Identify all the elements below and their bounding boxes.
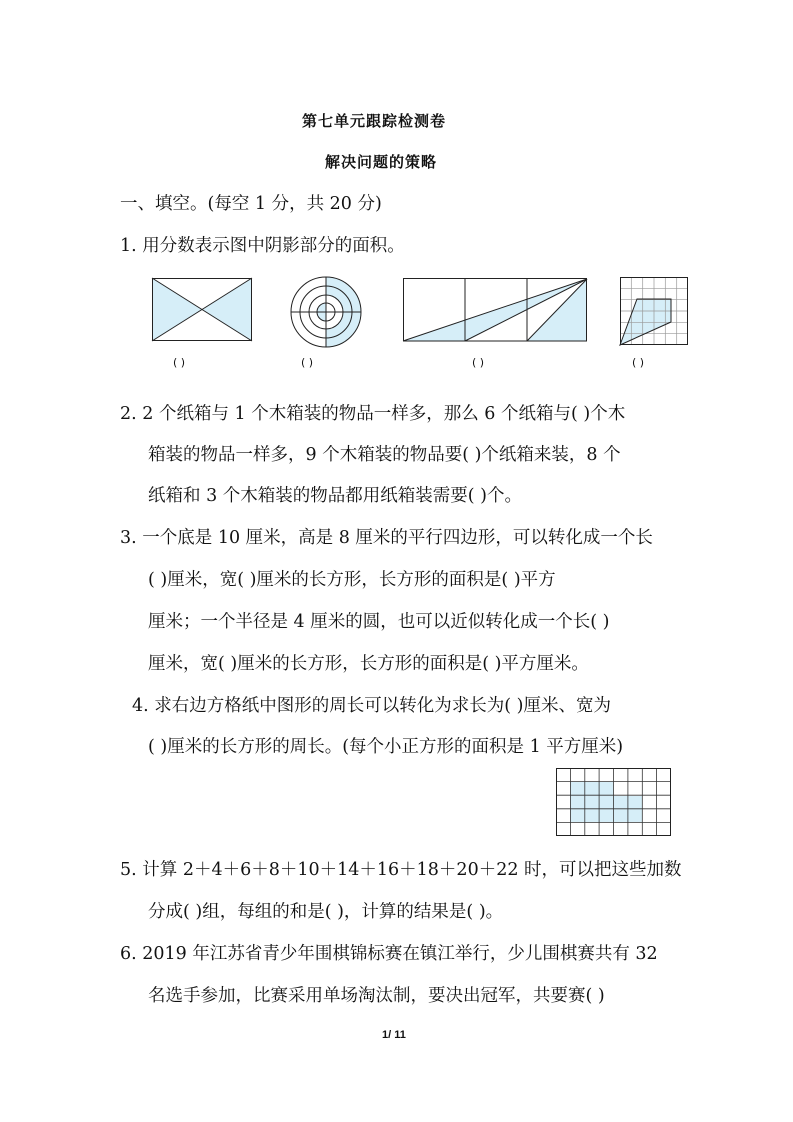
figure-concentric-circles: [290, 276, 362, 348]
answer-blank-4[interactable]: ( ): [632, 356, 645, 369]
question-3-line-2: ( )厘米，宽( )厘米的长方形，长方形的面积是( )平方: [148, 570, 556, 590]
section-heading: 一、填空。(每空 1 分，共 20 分): [120, 194, 382, 214]
question-5-line-2: 分成( )组，每组的和是( )，计算的结果是( )。: [148, 902, 504, 922]
answer-blank-2[interactable]: ( ): [301, 356, 314, 369]
page-number: 1/ 11: [382, 1029, 406, 1041]
answer-blank-3[interactable]: ( ): [472, 356, 485, 369]
question-3-line-4: 厘米，宽( )厘米的长方形，长方形的面积是( )平方厘米。: [148, 654, 589, 674]
figure-rect-diagonals: [152, 278, 252, 341]
figure-grid-perimeter: [556, 768, 671, 836]
question-2-line-3: 纸箱和 3 个木箱装的物品都用纸箱装需要( )个。: [148, 486, 522, 506]
question-4-line-1: 4. 求右边方格纸中图形的周长可以转化为求长为( )厘米、宽为: [132, 696, 611, 716]
question-6-line-1: 6. 2019 年江苏省青少年围棋锦标赛在镇江举行，少儿围棋赛共有 32: [120, 944, 658, 964]
page-title: 第七单元跟踪检测卷: [302, 112, 447, 130]
figure-grid-shaded-quad: [620, 277, 688, 345]
question-3-line-3: 厘米；一个半径是 4 厘米的圆，也可以近似转化成一个长( ): [148, 612, 610, 632]
question-4-line-2: ( )厘米的长方形的周长。(每个小正方形的面积是 1 平方厘米): [148, 737, 624, 757]
question-1-text: 1. 用分数表示图中阴影部分的面积。: [120, 236, 405, 256]
question-6-line-2: 名选手参加，比赛采用单场淘汰制，要决出冠军，共要赛( ): [148, 986, 605, 1006]
question-2-line-1: 2. 2 个纸箱与 1 个木箱装的物品一样多，那么 6 个纸箱与( )个木: [120, 404, 626, 424]
figure-long-rect-triangles: [403, 278, 587, 342]
question-5-line-1: 5. 计算 2＋4＋6＋8＋10＋14＋16＋18＋20＋22 时，可以把这些加数: [120, 860, 682, 880]
question-3-line-1: 3. 一个底是 10 厘米，高是 8 厘米的平行四边形，可以转化成一个长: [120, 528, 653, 548]
page-subtitle: 解决问题的策略: [325, 153, 438, 171]
answer-blank-1[interactable]: ( ): [173, 356, 186, 369]
question-2-line-2: 箱装的物品一样多，9 个木箱装的物品要( )个纸箱来装，8 个: [148, 445, 621, 465]
